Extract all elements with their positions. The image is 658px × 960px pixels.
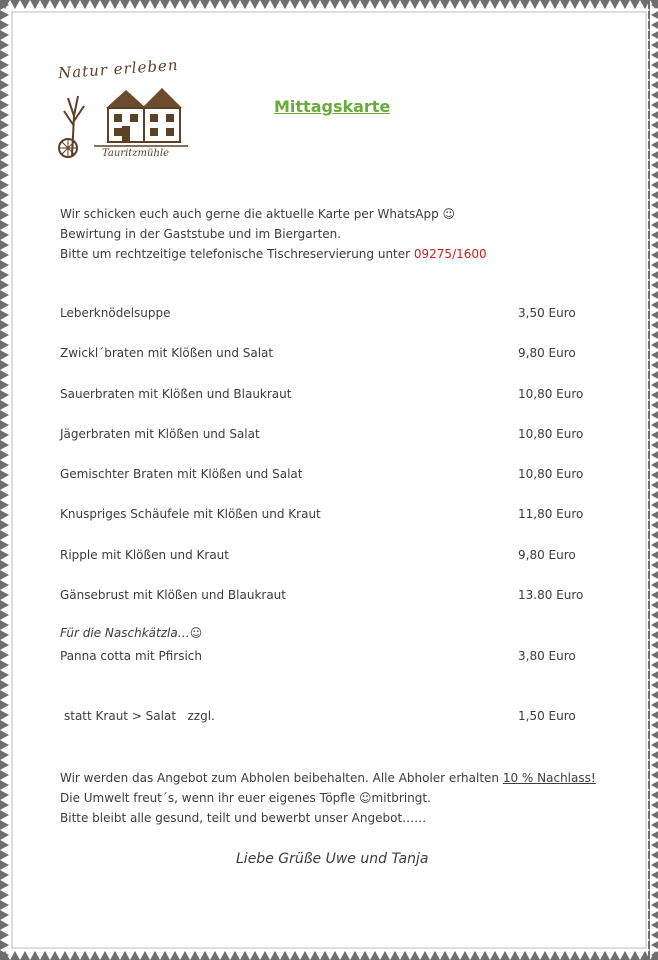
menu-item-price: 10,80 Euro (518, 427, 584, 441)
greeting: Liebe Grüße Uwe und Tanja (236, 851, 429, 867)
menu-item-price: 3,80 Euro (518, 649, 576, 663)
extra-item-name: statt Kraut > Salat zzgl. (64, 709, 215, 723)
discount-text: 10 % Nachlass! (502, 771, 596, 785)
menu-item-name: Gemischter Braten mit Klößen und Salat (60, 467, 303, 481)
menu-item-name: Panna cotta mit Pfirsich (60, 649, 203, 663)
intro-text (60, 204, 487, 264)
page-title: Mittagskarte (274, 97, 391, 116)
menu-item-price: 13.80 Euro (518, 588, 584, 602)
menu-item-price: 10,80 Euro (518, 467, 584, 481)
menu-item-name: Ripple mit Klößen und Kraut (60, 548, 229, 562)
intro-line (60, 244, 487, 264)
menu-item-name: Jägerbraten mit Klößen und Salat (60, 427, 260, 441)
footer-line: Bitte bleibt alle gesund, teilt und bewerbt unser Angebot…… (60, 811, 427, 825)
intro-line: Bewirtung in der Gaststube und im Biergarten. (60, 227, 342, 241)
footer-text (60, 768, 596, 828)
menu-item-name: Zwickl´braten mit Klößen und Salat (60, 346, 274, 360)
menu-item-price: 9,80 Euro (518, 548, 576, 562)
menu-item-price: 9,80 Euro (518, 346, 576, 360)
restaurant-logo (54, 56, 194, 168)
menu-item-name: Knuspriges Schäufele mit Klößen und Kraut (60, 507, 321, 521)
intro-line: Wir schicken euch auch gerne die aktuelle Karte per WhatsApp ☺ (60, 207, 456, 221)
footer-line: Die Umwelt freut´s, wenn ihr euer eigenes Töpfle ☺mitbringt. (60, 791, 431, 805)
footer-line (60, 768, 596, 788)
logo-slogan: Natur erleben (57, 55, 180, 83)
menu-item-price: 11,80 Euro (518, 507, 584, 521)
menu-item-name: Gänsebrust mit Klößen und Blaukraut (60, 588, 286, 602)
pickup-text: Wir werden das Angebot zum Abholen beibehalten. Alle Abholer erhalten (60, 771, 503, 785)
phone-number: 09275/1600 (413, 247, 487, 261)
menu-item-name: Sauerbraten mit Klößen und Blaukraut (60, 387, 292, 401)
menu-item-name: Leberknödelsuppe (60, 306, 171, 320)
extra-item-price: 1,50 Euro (518, 709, 576, 723)
dessert-heading: Für die Naschkätzla…☺ (60, 626, 203, 640)
reservation-text: Bitte um rechtzeitige telefonische Tischreservierung unter (60, 247, 414, 261)
menu-item-price: 3,50 Euro (518, 306, 576, 320)
logo-name: Tauritzmühle (102, 148, 170, 159)
menu-item-price: 10,80 Euro (518, 387, 584, 401)
